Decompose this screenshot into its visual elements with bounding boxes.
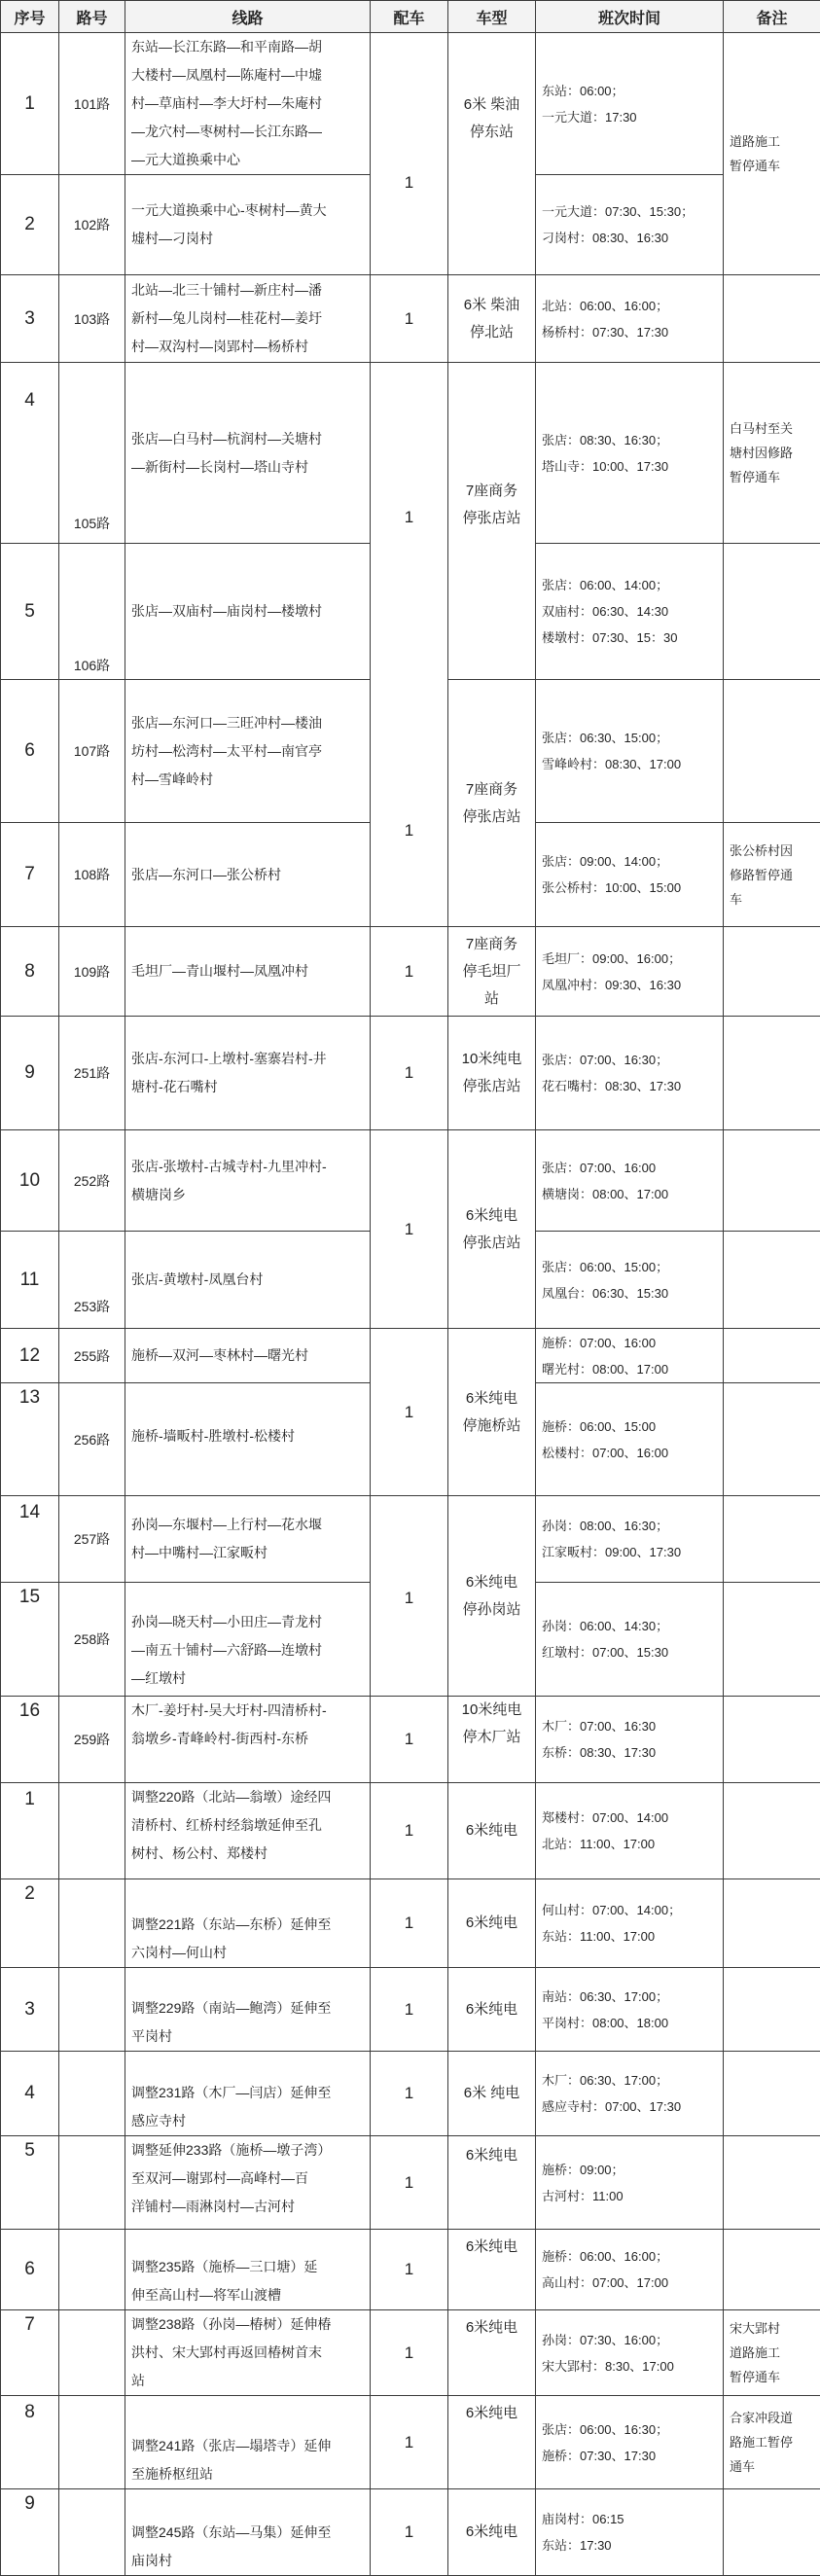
route-stops: 调整221路（东站—东桥）延伸至 六岗村—何山村: [125, 1879, 371, 1968]
route-stops: 施桥-墙畈村-胜墩村-松楼村: [125, 1383, 371, 1496]
header-route-number: 路号: [59, 1, 125, 33]
timetable: 施桥：07:00、16:00 曙光村：08:00、17:00: [536, 1329, 724, 1383]
route-stops: 张店-张墩村-古城寺村-九里冲村- 横塘岗乡: [125, 1130, 371, 1232]
header-note: 备注: [724, 1, 820, 33]
row-index: 6: [1, 2230, 59, 2310]
route-line: 东站—长江东路—和平南路—胡: [131, 33, 364, 61]
route-number: 101路: [59, 33, 125, 175]
note: [724, 2230, 820, 2310]
route-stops: 张店—东河口—三旺冲村—楼油 坊村—松湾村—太平村—南官亭 村—雪峰岭村: [125, 680, 371, 823]
timetable: 张店：07:00、16:00 横塘岗：08:00、17:00: [536, 1130, 724, 1232]
vehicle-count: 1: [371, 1968, 448, 2052]
table-row: [1, 1130, 820, 1232]
vehicle-count: 1: [371, 1879, 448, 1968]
note: [724, 2489, 820, 2576]
row-index: 10: [1, 1130, 59, 1232]
table-header-row: [1, 1, 820, 33]
table-row: [1, 2230, 820, 2310]
route-stops: 调整229路（南站—鲍湾）延伸至 平岗村: [125, 1968, 371, 2052]
row-index: 14: [1, 1496, 59, 1583]
vehicle-count: 1 1: [371, 363, 448, 927]
route-number: [59, 2310, 125, 2396]
timetable: 郑楼村：07:00、14:00 北站：11:00、17:00: [536, 1783, 724, 1879]
vehicle-count: 1: [371, 1783, 448, 1879]
route-number: 257路: [59, 1496, 125, 1583]
table-row: [1, 2136, 820, 2230]
route-number: [59, 1879, 125, 1968]
vehicle-type: 6米纯电 停孙岗站: [448, 1496, 536, 1697]
route-number: [59, 1783, 125, 1879]
row-index: 2: [1, 1879, 59, 1968]
row-index: 12: [1, 1329, 59, 1383]
row-index: 6: [1, 680, 59, 823]
vehicle-type: 6米纯电: [448, 2230, 536, 2310]
vehicle-count: 1: [371, 1017, 448, 1130]
route-number: [59, 2489, 125, 2576]
vehicle-type: 10米纯电 停张店站: [448, 1017, 536, 1130]
route-stops: 调整延伸233路（施桥—墩子湾） 至双河—谢郢村—高峰村—百 洋铺村—雨淋岗村—古河村: [125, 2136, 371, 2230]
timetable: 木厂：07:00、16:30 东桥：08:30、17:30: [536, 1697, 724, 1783]
vehicle-type: 6米纯电: [448, 1879, 536, 1968]
route-stops: 调整238路（孙岗—椿树）延伸椿 洪村、宋大郢村再返回椿树首末 站: [125, 2310, 371, 2396]
route-stops: 张店-东河口-上墩村-塞寨岩村-井 塘村-花石嘴村: [125, 1017, 371, 1130]
header-route: 线路: [125, 1, 371, 33]
row-index: 3: [1, 1968, 59, 2052]
note: [724, 1130, 820, 1232]
vehicle-type: 7座商务 停张店站: [448, 363, 536, 680]
route-number: 108路: [59, 823, 125, 927]
vehicle-type: 6米纯电: [448, 2489, 536, 2576]
table-row: [1, 275, 820, 363]
vehicle-count: 1: [371, 927, 448, 1017]
route-line: —元大道换乘中心: [131, 146, 364, 174]
timetable: 南站：06:30、17:00； 平岗村：08:00、18:00: [536, 1968, 724, 2052]
timetable: 东站：06:00； 一元大道：17:30: [536, 33, 724, 175]
route-stops: 木厂-姜圩村-吴大圩村-四清桥村- 翁墩乡-青峰岭村-街西村-东桥: [125, 1697, 371, 1783]
route-line: 村—草庙村—李大圩村—朱庵村: [131, 89, 364, 118]
vehicle-count: 1: [371, 1697, 448, 1783]
row-index: 4: [1, 363, 59, 544]
row-index: 8: [1, 2396, 59, 2489]
row-index: 2: [1, 175, 59, 275]
note: [724, 680, 820, 823]
note: [724, 1383, 820, 1496]
route-number: [59, 2136, 125, 2230]
route-stops: 施桥—双河—枣林村—曙光村: [125, 1329, 371, 1383]
vehicle-type: 10米纯电 停木厂站: [448, 1697, 536, 1783]
row-index: 16: [1, 1697, 59, 1783]
note: 张公桥村因 修路暂停通 车: [724, 823, 820, 927]
vehicle-count: 1: [371, 1496, 448, 1697]
route-number: 256路: [59, 1383, 125, 1496]
timetable: 一元大道：07:30、15:30； 刁岗村：08:30、16:30: [536, 175, 724, 275]
vehicle-count: 1: [371, 1329, 448, 1496]
timetable: 孙岗：08:00、16:30； 江家畈村：09:00、17:30: [536, 1496, 724, 1583]
table-row: [1, 2052, 820, 2136]
timetable: 孙岗：06:00、14:30； 红墩村：07:00、15:30: [536, 1583, 724, 1697]
route-number: 102路: [59, 175, 125, 275]
table-row: [1, 1697, 820, 1783]
route-stops: 一元大道换乘中心-枣树村—黄大 墟村—刁岗村: [125, 175, 371, 275]
timetable: 毛坦厂：09:00、16:00； 凤凰冲村：09:30、16:30: [536, 927, 724, 1017]
vehicle-type: 6米纯电: [448, 1783, 536, 1879]
row-index: 9: [1, 2489, 59, 2576]
route-number: 255路: [59, 1329, 125, 1383]
vehicle-type: 7座商务 停毛坦厂 站: [448, 927, 536, 1017]
route-stops: 北站—北三十铺村—新庄村—潘 新村—兔儿岗村—桂花村—姜圩 村—双沟村—岗郢村—杨桥村: [125, 275, 371, 363]
header-timetable: 班次时间: [536, 1, 724, 33]
table-row: [1, 2310, 820, 2396]
route-number: 106路: [59, 544, 125, 680]
timetable: 庙岗村：06:15 东站：17:30: [536, 2489, 724, 2576]
note: [724, 1232, 820, 1329]
vehicle-type: 7座商务 停张店站: [448, 680, 536, 927]
table-row: [1, 1879, 820, 1968]
timetable: 张店：09:00、14:00； 张公桥村：10:00、15:00: [536, 823, 724, 927]
route-stops: 孙岗—东堰村—上行村—花水堰 村—中嘴村—江家畈村: [125, 1496, 371, 1583]
note: 合家冲段道 路施工暂停 通车: [724, 2396, 820, 2489]
route-stops: 调整235路（施桥—三口塘）延 伸至高山村—将军山渡槽: [125, 2230, 371, 2310]
route-stops: 调整231路（木厂—闫店）延伸至 感应寺村: [125, 2052, 371, 2136]
vehicle-count: 1: [371, 2136, 448, 2230]
note: [724, 275, 820, 363]
note: [724, 1783, 820, 1879]
route-number: [59, 2052, 125, 2136]
route-number: [59, 2230, 125, 2310]
header-vehicle-type: 车型: [448, 1, 536, 33]
note: 宋大郢村 道路施工 暂停通车: [724, 2310, 820, 2396]
note: [724, 1329, 820, 1383]
vehicle-count: 1: [371, 2310, 448, 2396]
route-number: [59, 2396, 125, 2489]
vehicle-type: 6米纯电 停张店站: [448, 1130, 536, 1329]
route-stops: 孙岗—晓天村—小田庄—青龙村 —南五十铺村—六舒路—连墩村 —红墩村: [125, 1583, 371, 1697]
header-vehicles: 配车: [371, 1, 448, 33]
row-index: 11: [1, 1232, 59, 1329]
route-stops: 调整241路（张店—塌塔寺）延伸 至施桥枢纽站: [125, 2396, 371, 2489]
table-row: [1, 1017, 820, 1130]
route-number: 252路: [59, 1130, 125, 1232]
vehicle-count: 1: [371, 2230, 448, 2310]
vehicle-count: 1: [371, 2396, 448, 2489]
table-row: [1, 33, 820, 175]
vehicle-type: 6米纯电: [448, 2310, 536, 2396]
timetable: 张店：06:00、15:00； 凤凰台：06:30、15:30: [536, 1232, 724, 1329]
note: [724, 544, 820, 680]
row-index: 15: [1, 1583, 59, 1697]
timetable: 张店：08:30、16:30； 塔山寺：10:00、17:30: [536, 363, 724, 544]
route-line: —龙穴村—枣树村—长江东路—: [131, 118, 364, 146]
note: [724, 1496, 820, 1583]
note: [724, 2136, 820, 2230]
note: [724, 1879, 820, 1968]
row-index: 8: [1, 927, 59, 1017]
route-stops: 张店-黄墩村-凤凰台村: [125, 1232, 371, 1329]
row-index: 3: [1, 275, 59, 363]
table-row: [1, 1496, 820, 1583]
row-index: 4: [1, 2052, 59, 2136]
route-stops: 毛坦厂—青山堰村—凤凰冲村: [125, 927, 371, 1017]
note: [724, 1583, 820, 1697]
table-row: [1, 927, 820, 1017]
route-number: 258路: [59, 1583, 125, 1697]
table-row: [1, 1783, 820, 1879]
route-number: 109路: [59, 927, 125, 1017]
vehicle-type: 6米纯电: [448, 2396, 536, 2489]
timetable: 木厂：06:30、17:00； 感应寺村：07:00、17:30: [536, 2052, 724, 2136]
vehicle-count: 1: [371, 1130, 448, 1329]
route-number: 253路: [59, 1232, 125, 1329]
timetable: 施桥：06:00、15:00 松楼村：07:00、16:00: [536, 1383, 724, 1496]
vehicle-count: 1: [371, 2489, 448, 2576]
vehicle-count: 1: [371, 33, 448, 275]
route-stops: 张店—东河口—张公桥村: [125, 823, 371, 927]
route-number: 103路: [59, 275, 125, 363]
vehicle-type: 6米纯电: [448, 2136, 536, 2230]
row-index: 7: [1, 823, 59, 927]
route-number: 105路: [59, 363, 125, 544]
note: [724, 1017, 820, 1130]
note: 白马村至关 塘村因修路 暂停通车: [724, 363, 820, 544]
timetable: 何山村：07:00、14:00； 东站：11:00、17:00: [536, 1879, 724, 1968]
note: 道路施工 暂停通车: [724, 33, 820, 275]
table-row: [1, 2396, 820, 2489]
route-stops: 张店—双庙村—庙岗村—楼墩村: [125, 544, 371, 680]
note: [724, 1968, 820, 2052]
timetable: 张店：06:00、14:00； 双庙村：06:30、14:30 楼墩村：07:30、15：30: [536, 544, 724, 680]
table-row: [1, 1329, 820, 1383]
timetable: 张店：06:00、16:30； 施桥：07:30、17:30: [536, 2396, 724, 2489]
vehicle-count: 1: [371, 2052, 448, 2136]
timetable: 孙岗：07:30、16:00； 宋大郢村：8:30、17:00: [536, 2310, 724, 2396]
route-stops: 调整245路（东站—马集）延伸至 庙岗村: [125, 2489, 371, 2576]
vehicle-count: 1: [371, 275, 448, 363]
route-number: 259路: [59, 1697, 125, 1783]
row-index: 9: [1, 1017, 59, 1130]
vehicle-type: 6米纯电 停施桥站: [448, 1329, 536, 1496]
header-index: 序号: [1, 1, 59, 33]
route-stops: [125, 33, 371, 175]
timetable: 北站：06:00、16:00； 杨桥村：07:30、17:30: [536, 275, 724, 363]
route-line: 大楼村—凤凰村—陈庵村—中墟: [131, 61, 364, 89]
table-row: [1, 363, 820, 544]
route-stops: 调整220路（北站—翁墩）途经四 清桥村、红桥村经翁墩延伸至孔 树村、杨公村、郑楼村: [125, 1783, 371, 1879]
route-number: 107路: [59, 680, 125, 823]
note: [724, 1697, 820, 1783]
row-index: 5: [1, 2136, 59, 2230]
route-number: 251路: [59, 1017, 125, 1130]
vehicle-type: 6米纯电: [448, 1968, 536, 2052]
timetable: 张店：06:30、15:00； 雪峰岭村：08:30、17:00: [536, 680, 724, 823]
vehicle-type: 6米 柴油 停东站: [448, 33, 536, 275]
route-number: [59, 1968, 125, 2052]
note: [724, 927, 820, 1017]
table-row: [1, 1968, 820, 2052]
timetable: 施桥：09:00； 古河村：11:00: [536, 2136, 724, 2230]
table-row: [1, 2489, 820, 2576]
timetable: 施桥：06:00、16:00； 高山村：07:00、17:00: [536, 2230, 724, 2310]
timetable: 张店：07:00、16:30； 花石嘴村：08:30、17:30: [536, 1017, 724, 1130]
note: [724, 2052, 820, 2136]
vehicle-type: 6米 纯电: [448, 2052, 536, 2136]
route-stops: 张店—白马村—杭润村—关塘村 —新街村—长岗村—塔山寺村: [125, 363, 371, 544]
row-index: 5: [1, 544, 59, 680]
row-index: 7: [1, 2310, 59, 2396]
row-index: 13: [1, 1383, 59, 1496]
row-index: 1: [1, 1783, 59, 1879]
row-index: 1: [1, 33, 59, 175]
vehicle-type: 6米 柴油 停北站: [448, 275, 536, 363]
